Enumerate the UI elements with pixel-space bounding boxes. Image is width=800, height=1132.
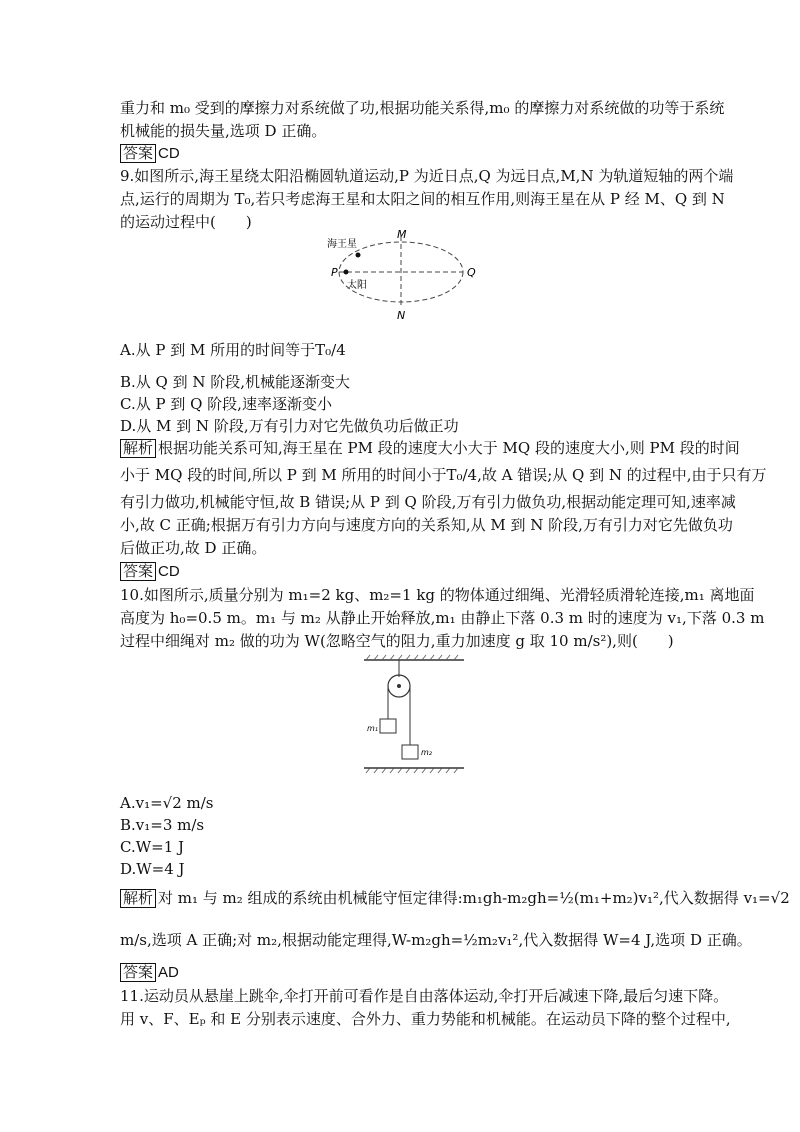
question-9-text: 点,运行的周期为 T₀,若只考虑海王星和太阳之间的相互作用,则海王星在从 P 经 M、Q 到 N [120,190,725,208]
explanation-row [120,888,790,908]
point-P-label: P [331,266,338,279]
block-m1 [380,719,396,733]
sun-label: 太阳 [347,280,367,291]
question-9-text: 9.如图所示,海王星绕太阳沿椭圆轨道运动,P 为近日点,Q 为远日点,M,N 为轨道短轴的两个端 [120,167,734,185]
orbit-diagram [325,228,495,320]
question-11-text: 用 v、F、Eₚ 和 E 分别表示速度、合外力、重力势能和机械能。在运动员下降的整个过程中, [120,1010,731,1028]
option-B: B.v₁=3 m/s [120,816,205,834]
question-10-text: 10.如图所示,质量分别为 m₁=2 kg、m₂=1 kg 的物体通过细绳、光滑轻质滑轮连接,m₁ 离地面 [120,586,755,604]
pulley-diagram [360,653,470,775]
answer-label: 答案 [120,562,156,581]
sun-dot [344,270,349,275]
question-11-text: 11.运动员从悬崖上跳伞,伞打开前可看作是自由落体运动,伞打开后减速下降,最后匀速下降。 [120,987,729,1005]
question-9-text: 的运动过程中( ) [120,213,252,231]
question-10-text: 过程中细绳对 m₂ 做的功为 W(忽略空气的阻力,重力加速度 g 取 10 m/s²),则( ) [120,632,674,650]
answer-row [120,143,180,164]
explanation-text: m/s,选项 A 正确;对 m₂,根据动能定理得,W-m₂gh=½m₂v₁²,代入数据得 W=4 J,选项 D 正确。 [120,931,752,949]
answer-row [120,962,179,983]
option-D: D.W=4 J [120,860,185,878]
explain-label: 解析 [120,439,156,458]
option-C: C.W=1 J [120,838,185,856]
m2-label: m₂ [421,748,432,757]
option-C: C.从 P 到 Q 阶段,速率逐渐变小 [120,395,332,413]
explanation-row [120,438,740,458]
m1-label: m₁ [367,724,378,733]
question-10-text: 高度为 h₀=0.5 m。m₁ 与 m₂ 从静止开始释放,m₁ 由静止下落 0.3 m 时的速度为 v₁,下落 0.3 m [120,609,765,627]
answer-value: CD [158,145,180,162]
answer-label: 答案 [120,963,156,982]
explanation-text: 对 m₁ 与 m₂ 组成的系统由机械能守恒定律得:m₁gh-m₂gh=½(m₁+m₂)v₁²,代入数据得 v₁=√2 [158,889,790,907]
answer-label: 答案 [120,144,156,163]
option-D: D.从 M 到 N 阶段,万有引力对它先做负功后做正功 [120,417,459,435]
explanation-text: 根据功能关系可知,海王星在 PM 段的速度大小大于 MQ 段的速度大小,则 PM 段的时间 [158,439,740,457]
explain-label: 解析 [120,889,156,908]
explanation-text: 后做正功,故 D 正确。 [120,539,267,557]
option-A: A.从 P 到 M 所用的时间等于T₀/4 [120,341,346,359]
option-A: A.v₁=√2 m/s [120,794,214,812]
option-B: B.从 Q 到 N 阶段,机械能逐渐变大 [120,373,351,391]
explanation-text: 小于 MQ 段的时间,所以 P 到 M 所用的时间小于T₀/4,故 A 错误;从 Q 到 N 的过程中,由于只有万 [120,466,767,484]
answer-value: AD [158,964,179,981]
explanation-text: 有引力做功,机械能守恒,故 B 错误;从 P 到 Q 阶段,万有引力做负功,根据动能定理可知,速率减 [120,493,736,511]
answer-row [120,561,180,582]
block-m2 [402,745,418,759]
answer-value: CD [158,563,180,580]
text-line: 重力和 m₀ 受到的摩擦力对系统做了功,根据功能关系得,m₀ 的摩擦力对系统做的功等于系统 [120,99,725,117]
point-N-label: N [397,309,406,320]
neptune-dot [356,253,361,258]
explanation-text: 小,故 C 正确;根据万有引力方向与速度方向的关系知,从 M 到 N 阶段,万有引力对它先做负功 [120,516,733,534]
point-M-label: M [397,228,407,241]
text-line: 机械能的损失量,选项 D 正确。 [120,122,327,140]
pulley-axle [397,684,401,688]
planet-label: 海王星 [327,239,357,250]
point-Q-label: Q [467,266,476,279]
